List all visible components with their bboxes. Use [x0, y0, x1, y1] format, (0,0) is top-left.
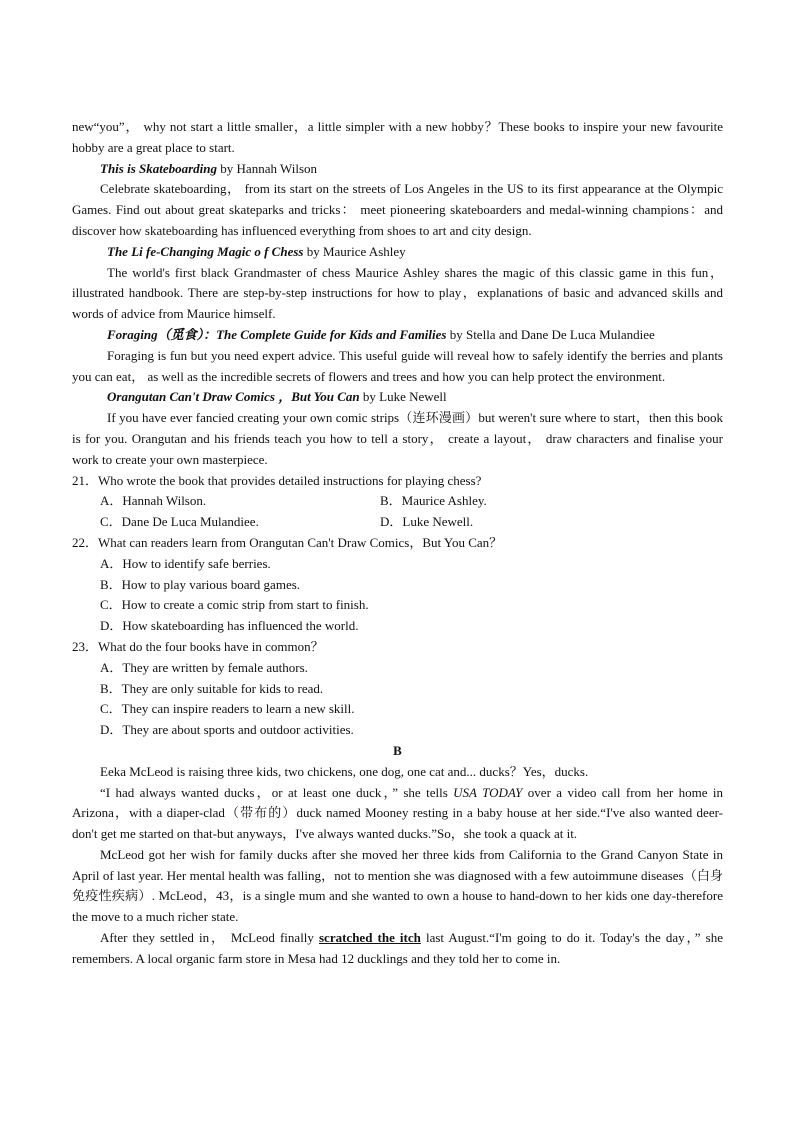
- section-b-p4-end: last August.“I'm going to do it. Today's the day，” she remembers. A local organic farm store in Mesa had 12 ducklings and they told her to come in.: [72, 930, 723, 966]
- question-23-stem: 23．What do the four books have in common？: [72, 638, 324, 654]
- question-22-option-b: B．How to play various board games.: [100, 576, 301, 592]
- book-4-heading: [72, 387, 723, 408]
- question-22-option-d: D．How skateboarding has influenced the world.: [100, 618, 359, 634]
- question-21-option-d: D．Luke Newell.: [380, 514, 474, 530]
- question-22-stem: 22．What can readers learn from Orangutan Can't Draw Comics，But You Can？: [72, 534, 503, 550]
- section-b-p2-publication: USA TODAY: [453, 784, 523, 800]
- book-4-title: Orangutan Can't Draw Comics ，But You Can: [107, 389, 360, 405]
- book-3-author: by Stella and Dane De Luca Mulandiee: [446, 326, 655, 342]
- book-1-author: by Hannah Wilson: [217, 160, 318, 176]
- document-page: [72, 117, 723, 970]
- question-23-option-c: C．They can inspire readers to learn a new skill.: [100, 701, 355, 717]
- book-4-description: If you have ever fancied creating your own comic strips（连环漫画）but weren't sure where to start，then this book is for you. Orangutan and his friends teach you how to tell a story， create a layout， draw characters and finalise your work to create your own masterpiece.: [72, 410, 723, 467]
- book-3-heading: [72, 325, 723, 346]
- book-1-heading: [72, 159, 723, 180]
- section-b-paragraph-1: Eeka McLeod is raising three kids, two chickens, one dog, one cat and... ducks？Yes，ducks.: [100, 763, 589, 779]
- book-3-description: Foraging is fun but you need expert advice. This useful guide will reveal how to safely identify the berries and plants you can eat， as well as the incredible secrets of flowers and trees and how you can help protect the environment.: [72, 347, 723, 384]
- question-23-option-a: A．They are written by female authors.: [100, 659, 308, 675]
- section-b-p2-end: over a video call from her home in Arizona，with a diaper-clad（带布的）duck named Mooney resting in a baby house at her side.“I've also wanted deer-don't get me started on that-but anyways，I've always wanted ducks.”So，she took a quack at it.: [72, 784, 723, 842]
- section-b-p2-start: “I had always wanted ducks，or at least one duck，” she tells: [100, 784, 454, 800]
- question-21-options-row-2: [72, 512, 723, 533]
- book-2-heading: [72, 242, 723, 263]
- section-b-paragraph-2: [72, 783, 723, 845]
- book-1-description: Celebrate skateboarding， from its start on the streets of Los Angeles in the US to its first appearance at the Olympic Games. Find out about great skateparks and tricks： meet pioneering skateboarders and medal-winning champions：and discover how skateboarding has influenced everything from shoes to art and city design.: [72, 181, 723, 238]
- section-b-heading: B: [393, 742, 402, 758]
- question-21-stem: 21．Who wrote the book that provides detailed instructions for playing chess?: [72, 472, 482, 488]
- question-21-option-b: B．Maurice Ashley.: [380, 493, 487, 509]
- book-1-title: This is Skateboarding: [100, 160, 218, 176]
- section-b-p4-underlined-phrase: scratched the itch: [319, 930, 421, 946]
- book-2-author: by Maurice Ashley: [303, 243, 406, 259]
- question-21-option-a: A．Hannah Wilson.: [100, 493, 207, 509]
- section-b-paragraph-4: [72, 928, 723, 970]
- question-22-option-a: A．How to identify safe berries.: [100, 555, 271, 571]
- question-23-option-b: B．They are only suitable for kids to read.: [100, 680, 324, 696]
- intro-paragraph: new“you”， why not start a little smaller，a little simpler with a new hobby？These books to inspire your new favourite hobby are a great place to start.: [72, 119, 723, 155]
- question-23-option-d: D．They are about sports and outdoor activities.: [100, 722, 354, 738]
- book-2-title: The Li fe-Changing Magic o f Chess: [107, 243, 304, 259]
- question-22-option-c: C．How to create a comic strip from start to finish.: [100, 597, 369, 613]
- section-b-p4-start: After they settled in， McLeod finally: [100, 930, 319, 946]
- book-2-description: The world's first black Grandmaster of chess Maurice Ashley shares the magic of this classic game in this fun，illustrated handbook. There are step-by-step instructions for how to play，explanations of basic and advanced skills and words of advice from Maurice himself.: [72, 264, 723, 322]
- book-4-author: by Luke Newell: [359, 389, 447, 405]
- question-21-options-row-1: [72, 491, 723, 512]
- question-21-option-c: C．Dane De Luca Mulandiee.: [100, 514, 259, 530]
- section-b-paragraph-3: McLeod got her wish for family ducks after she moved her three kids from California to the Grand Canyon State in April of last year. Her mental health was falling，not to mention she was diagnosed with a few autoimmune diseases（白身免疫性疾病）. McLeod，43，is a single mum and she wanted to own a house to hand-down to her kids one day-therefore the move to a much richer state.: [72, 846, 723, 925]
- book-3-title: Foraging（觅食）：The Complete Guide for Kids and Families: [107, 326, 447, 342]
